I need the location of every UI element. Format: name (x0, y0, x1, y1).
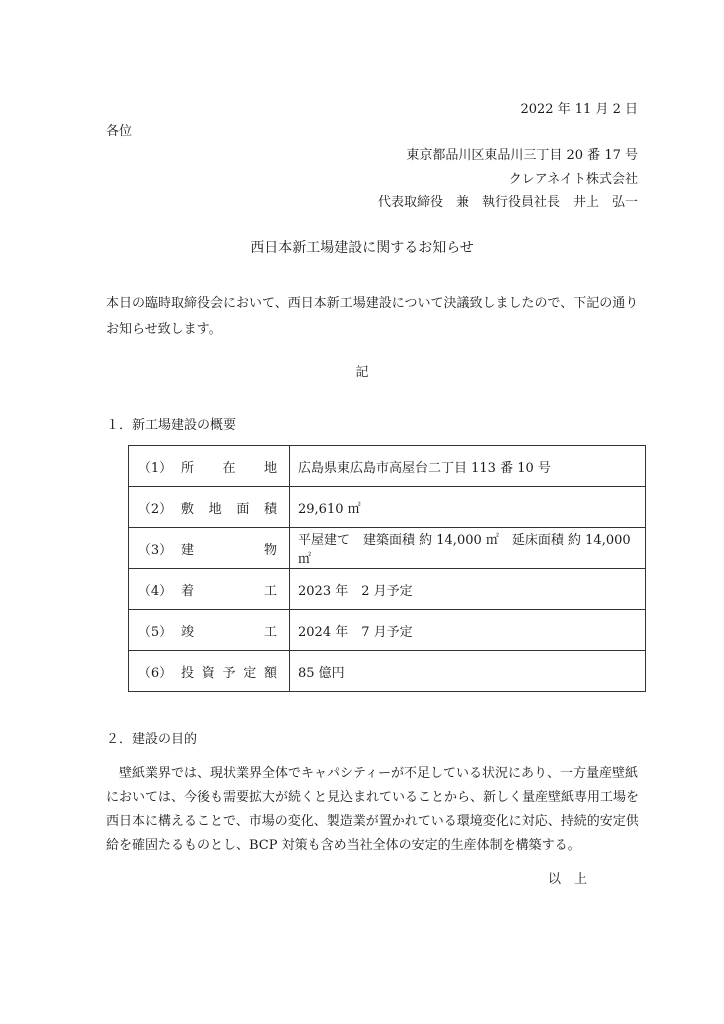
row-value: 2023 年 2 月予定 (290, 569, 646, 610)
row-label: 敷地面積 (181, 501, 277, 517)
date: 2022 年 11 月 2 日 (520, 102, 638, 117)
row-label: 建物 (181, 542, 277, 558)
representative: 代表取締役 兼 執行役員社長 井上 弘一 (377, 195, 638, 210)
row-label: 所在地 (181, 460, 277, 476)
purpose-text: 壁紙業界では、現状業界全体でキャパシティーが不足している状況にあり、一方量産壁紙においては、今後も需要拡大が続くと見込まれていることから、新しく量産壁紙専用工場を西日本に構えることで、市場の変化、製造業が置かれている環境変化に対応、持続的安定供給を確固たるものとし、BCP 対策も含め当社全体の安定的生産体制を構築する。 (106, 766, 640, 853)
table-row (129, 569, 646, 610)
row-label-cell (129, 610, 290, 651)
purpose-paragraph (106, 762, 640, 858)
recipients: 各位 (106, 124, 133, 139)
row-number: （5） (137, 624, 173, 640)
ki-marker: 記 (355, 365, 369, 380)
table-row (129, 528, 646, 569)
document-title: 西日本新工場建設に関するお知らせ (250, 240, 474, 256)
row-value: 2024 年 7 月予定 (290, 610, 646, 651)
section2-heading: ２．建設の目的 (106, 732, 198, 747)
closing: 以 上 (548, 872, 588, 887)
row-number: （2） (137, 501, 173, 517)
row-label-cell (129, 446, 290, 487)
company-name: クレアネイト株式会社 (508, 172, 638, 187)
row-value: 平屋建て 建築面積 約 14,000 ㎡ 延床面積 約 14,000 ㎡ (290, 528, 646, 569)
table-row (129, 487, 646, 528)
row-label-cell (129, 569, 290, 610)
row-label: 竣工 (181, 624, 277, 640)
intro-paragraph: 本日の臨時取締役会において、西日本新工場建設について決議致しましたので、下記の通りお知らせ致します。 (106, 296, 639, 337)
row-label-cell (129, 528, 290, 569)
table-row (129, 446, 646, 487)
row-value: 広島県東広島市高屋台二丁目 113 番 10 号 (290, 446, 646, 487)
row-number: （3） (137, 542, 173, 558)
row-label-cell (129, 651, 290, 692)
section1-heading: １．新工場建設の概要 (106, 418, 237, 433)
company-address: 東京都品川区東品川三丁目 20 番 17 号 (406, 148, 638, 163)
row-value: 85 億円 (290, 651, 646, 692)
row-label: 着工 (181, 583, 277, 599)
row-number: （1） (137, 460, 173, 476)
row-number: （4） (137, 583, 173, 599)
row-number: （6） (137, 665, 173, 681)
row-label-cell (129, 487, 290, 528)
overview-table (128, 445, 646, 692)
row-value: 29,610 ㎡ (290, 487, 646, 528)
row-label: 投資予定額 (181, 665, 277, 681)
table-row (129, 651, 646, 692)
table-row (129, 610, 646, 651)
